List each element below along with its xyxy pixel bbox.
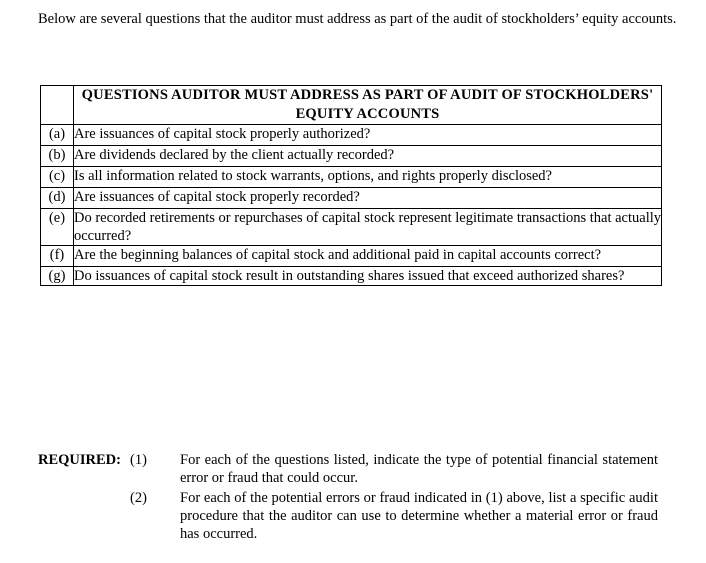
table-row: [41, 246, 662, 267]
questions-table: [40, 85, 662, 286]
required-item-text: For each of the questions listed, indicate the type of potential financial statement error or fraud that could occur.: [180, 452, 658, 486]
row-letter: (d): [41, 188, 74, 209]
required-item: [38, 489, 668, 543]
row-question: Are issuances of capital stock properly authorized?: [74, 125, 662, 146]
table-row: [41, 167, 662, 188]
required-item-number: (1): [130, 452, 147, 468]
required-item: [38, 451, 668, 487]
table-row: [41, 267, 662, 286]
row-letter: (c): [41, 167, 74, 188]
row-question: Are the beginning balances of capital stock and additional paid in capital accounts correct?: [74, 246, 662, 267]
required-label: REQUIRED:: [38, 452, 121, 468]
row-question: Do recorded retirements or repurchases of capital stock represent legitimate transactions that actually occurred?: [74, 210, 662, 244]
row-letter: (g): [41, 267, 74, 286]
row-letter: (f): [41, 246, 74, 267]
row-question: Are dividends declared by the client actually recorded?: [74, 146, 662, 167]
required-section: [38, 451, 668, 545]
table-row: [41, 209, 662, 246]
required-item-number: (2): [130, 490, 147, 506]
table-row: [41, 146, 662, 167]
row-letter: (a): [41, 125, 74, 146]
header-blank-cell: [41, 86, 74, 125]
table-row: [41, 125, 662, 146]
required-item-text: For each of the potential errors or fraud indicated in (1) above, list a specific audit procedure that the auditor can use to determine whether a material error or fraud has occurred.: [180, 490, 658, 542]
row-question: Do issuances of capital stock result in outstanding shares issued that exceed authorized shares?: [74, 267, 662, 286]
table-header: QUESTIONS AUDITOR MUST ADDRESS AS PART OF AUDIT OF STOCKHOLDERS' EQUITY ACCOUNTS: [74, 86, 662, 125]
required-label-spacer: [38, 489, 130, 543]
table-header-row: [41, 86, 662, 125]
row-question: Are issuances of capital stock properly recorded?: [74, 188, 662, 209]
row-letter: (b): [41, 146, 74, 167]
intro-paragraph: Below are several questions that the auditor must address as part of the audit of stockholders’ equity accounts.: [38, 11, 677, 27]
table-row: [41, 188, 662, 209]
row-question: Is all information related to stock warrants, options, and rights properly disclosed?: [74, 167, 662, 188]
row-letter: (e): [41, 209, 74, 246]
